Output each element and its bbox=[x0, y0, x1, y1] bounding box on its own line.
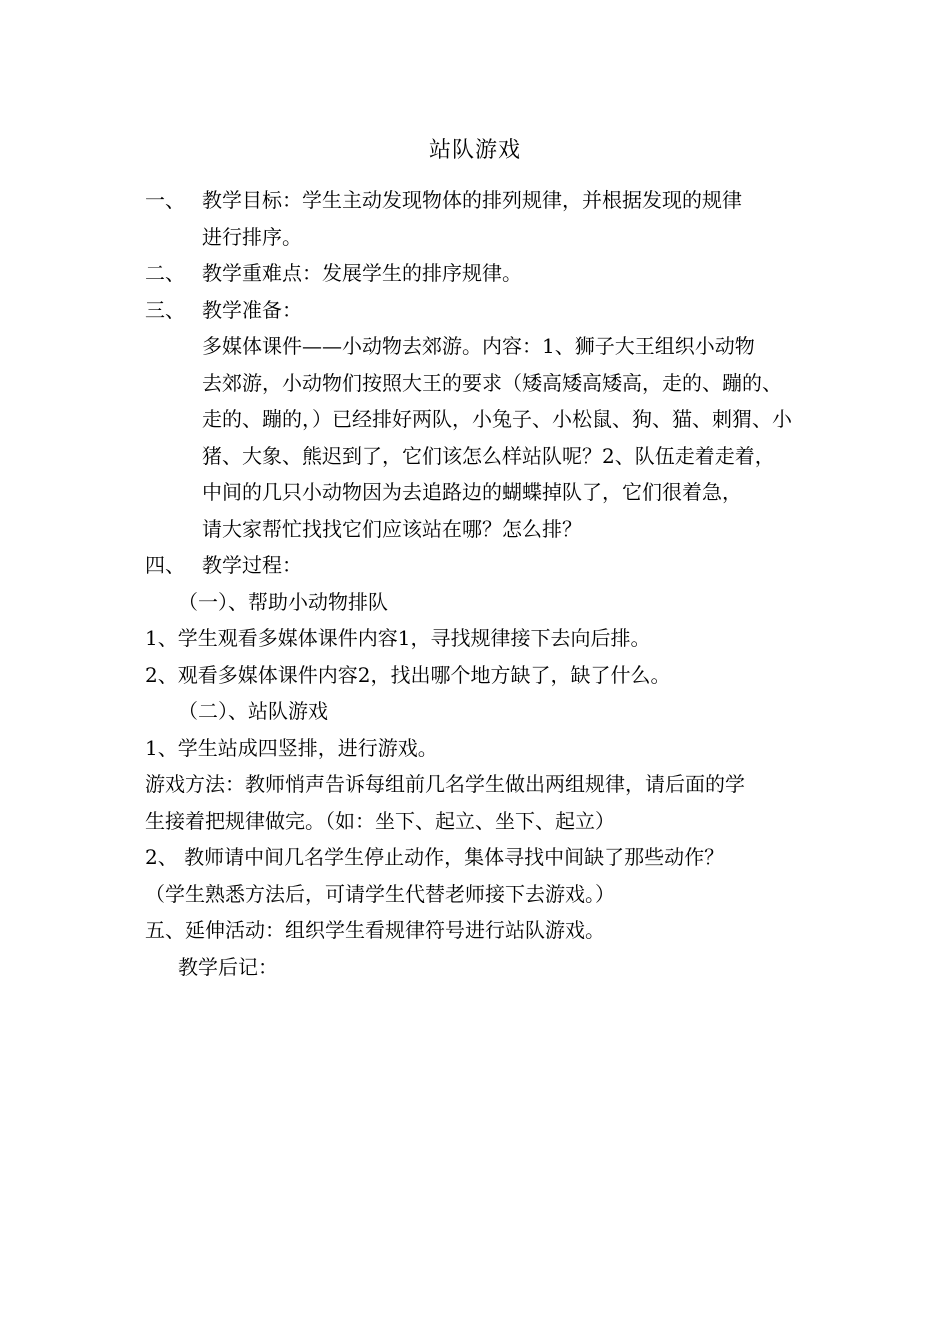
section-2-number: 二、 bbox=[145, 261, 185, 285]
preparation-text-1: 多媒体课件——小动物去郊游。内容：1、狮子大王组织小动物 bbox=[202, 334, 755, 358]
step-1-text: 1、学生观看多媒体课件内容1，寻找规律接下去向后排。 bbox=[145, 626, 651, 650]
preparation-text-5: 中间的几只小动物因为去追路边的蝴蝶掉队了，它们很着急， bbox=[202, 480, 742, 504]
section-1-number: 一、 bbox=[145, 188, 185, 212]
section-3-number: 三、 bbox=[145, 298, 185, 322]
preparation-text-3: 走的、蹦的，）已经排好两队，小兔子、小松鼠、狗、猫、刺猬、小 bbox=[202, 407, 792, 431]
section-3-text: 教学准备： bbox=[202, 298, 302, 322]
game-method-text-1: 游戏方法：教师悄声告诉每组前几名学生做出两组规律，请后面的学 bbox=[145, 772, 745, 796]
section-5-text: 五、延伸活动：组织学生看规律符号进行站队游戏。 bbox=[145, 918, 605, 942]
section-1-continuation-text: 进行排序。 bbox=[202, 225, 302, 249]
section-2-text: 教学重难点：发展学生的排序规律。 bbox=[202, 261, 522, 285]
game-note-text: （学生熟悉方法后，可请学生代替老师接下去游戏。） bbox=[145, 882, 615, 906]
subsection-2-text: （二）、站队游戏 bbox=[178, 699, 328, 723]
section-1-text: 教学目标：学生主动发现物体的排列规律，并根据发现的规律 bbox=[202, 188, 742, 212]
preparation-text-2: 去郊游，小动物们按照大王的要求（矮高矮高矮高，走的、蹦的、 bbox=[202, 371, 782, 395]
game-step-2-text: 2、 教师请中间几名学生停止动作，集体寻找中间缺了那些动作？ bbox=[145, 845, 725, 869]
preparation-text-6: 请大家帮忙找找它们应该站在哪？怎么排？ bbox=[202, 517, 582, 541]
section-4-text: 教学过程： bbox=[202, 553, 302, 577]
game-step-1-text: 1、学生站成四竖排，进行游戏。 bbox=[145, 736, 438, 760]
section-4-number: 四、 bbox=[145, 553, 185, 577]
game-method-text-2: 生接着把规律做完。（如：坐下、起立、坐下、起立） bbox=[145, 809, 615, 833]
teaching-notes-text: 教学后记： bbox=[178, 955, 278, 979]
subsection-1-text: （一）、帮助小动物排队 bbox=[178, 590, 388, 614]
step-2-text: 2、观看多媒体课件内容2，找出哪个地方缺了，缺了什么。 bbox=[145, 663, 671, 687]
preparation-text-4: 猪、大象、熊迟到了，它们该怎么样站队呢？2、队伍走着走着， bbox=[202, 444, 775, 468]
document-title: 站队游戏 bbox=[428, 138, 521, 163]
